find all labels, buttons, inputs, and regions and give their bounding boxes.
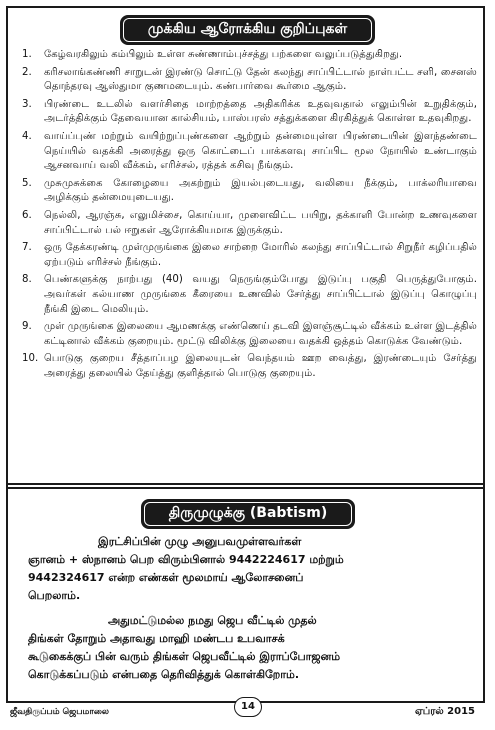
health-tips-title-banner: [120, 15, 375, 45]
tip-item: [22, 352, 477, 381]
tip-number: 10.: [22, 353, 39, 365]
magazine-name: ஜீவதிருப்பம் ஜெபமாலை: [10, 707, 109, 717]
health-tips-title: முக்கிய ஆரோக்கிய குறிப்புகள்: [123, 18, 372, 42]
tip-text: வாய்ப்புண் மற்றும் வயிற்றுப்புண்களை ஆற்றும் தன்மையுள்ள பிரண்டையின் இளந்தண்டை நெய்யில் வதக்கி அரைத்து ஒரு கொட்டைப் பாக்களவு சாப்பிட மூல நோயில் உண்டாகும் ஆசனவாய் வலி வீக்கம், எரிச்சல், ரத்தக் கசிவு நீங்கும்.: [44, 130, 477, 172]
tip-text: பொடுகு குறைய சீத்தாப்பழ இலையுடன் வெந்தயம் ஊற வைத்து, இரண்டையும் சேர்த்து அரைத்து தலையில் தேய்த்து குளித்தால் பொடுகு குறையும்.: [44, 353, 477, 379]
page-footer: [6, 703, 485, 723]
tip-text: கேழ்வரகிலும் கம்பிலும் உள்ள சுண்ணாம்புச்சத்து பற்களை வலுப்படுத்துகிறது.: [44, 49, 403, 60]
tip-item: [22, 48, 477, 63]
tip-item: [22, 66, 477, 95]
tip-number: 5.: [22, 177, 32, 189]
lords-supper-paragraph: [28, 612, 468, 684]
tip-item: [22, 98, 477, 127]
paragraph-line: 9442324617 என்ற எண்கள் மூலமாய் ஆலோசனைப்: [28, 571, 304, 584]
tip-item: [22, 273, 477, 317]
health-tips-section: [8, 8, 483, 483]
page-number: 14: [234, 697, 262, 717]
tip-number: 7.: [22, 242, 32, 254]
issue-date: ஏப்ரல் 2015: [414, 706, 475, 717]
tip-number: 3.: [22, 98, 32, 110]
tip-number: 9.: [22, 321, 32, 333]
page-frame: [6, 6, 485, 703]
paragraph-line: இரட்சிப்பின் முழு அனுபவமுள்ளவர்கள்: [98, 535, 302, 548]
section-divider: [6, 487, 485, 489]
tip-text: பெண்களுக்கு நாற்பது (40) வயது நெருங்கும்போது இடுப்பு பகுதி பெருத்துபோகும். அவர்கள் கல்யாண முருங்கை கீரையை உணவில் சேர்த்து சாப்பிட்டால் இடுப்பு கொழுப்பு நீங்கி இடை மெலியும்.: [44, 274, 477, 315]
paragraph-line: திங்கள் தோறும் அதாவது மாஹி மண்டப உபவாசக்: [28, 632, 285, 645]
baptism-title: திருமுழுக்கு (Babtism): [144, 502, 352, 526]
tip-item: [22, 130, 477, 174]
tip-text: முசுமுசுக்கை கோழையை அகற்றும் இயல்புடையது, வலியை நீக்கும், பாக்லரியாவை அழிக்கும் தன்மையுடையது.: [44, 177, 477, 204]
baptism-title-banner: [141, 499, 355, 529]
paragraph-line: கொடுக்கப்படும் என்பதை தெரிவித்துக் கொள்கிறோம்.: [28, 668, 300, 681]
paragraph-line: ஞானம் + ஸ்நானம் பெற விரும்பினால் 9442224617 மற்றும்: [28, 553, 344, 566]
tip-item: [22, 177, 477, 206]
paragraph-line: பெறலாம்.: [28, 589, 81, 602]
tip-number: 8.: [22, 274, 32, 286]
tip-item: [22, 209, 477, 238]
tip-text: நெல்லி, ஆரஞ்சு, எலுமிச்சை, கொய்யா, முளைவிட்ட பயிறு, தக்காளி போன்ற உணவுகளை சாப்பிட்டால் பல் ஈறுகள் ஆரோக்கியமாக இருக்கும்.: [44, 209, 477, 236]
paragraph-line: அதுமட்டுமல்ல நமது ஜெப வீட்டில் முதல்: [108, 614, 317, 627]
tip-text: ஒரு தேக்கரண்டி முள்முருங்கை இலை சாற்றை மோரில் கலந்து சாப்பிட்டால் சிறுநீர் கழிப்பதில் ஏற்படும் எரிச்சல் நீங்கும்.: [44, 242, 477, 268]
tip-number: 1.: [22, 49, 32, 60]
section-divider: [6, 483, 485, 485]
tip-number: 4.: [22, 130, 32, 142]
health-tips-list: [22, 48, 477, 384]
tip-text: கரிசலாங்கண்ணி சாறுடன் இரண்டு சொட்டு தேன் கலந்து சாப்பிட்டால் நாள்பட்ட சளி, சைனஸ் தொந்தரவு ஆஸ்துமா குணமடையும். கண்பார்வை கூர்மை ஆகும்.: [44, 66, 477, 93]
paragraph-line: கூடுகைக்குப் பின் வரும் திங்கள் ஜெபவீட்டில் இராப்போஜனம்: [28, 650, 341, 663]
baptism-paragraph: [28, 533, 468, 605]
tip-text: முள் முருங்கை இலையை ஆமணக்கு எண்ணெய் தடவி இளஞ்சூட்டில் வீக்கம் உள்ள இடத்தில் கட்டினால் வீக்கம் குறையும். மூட்டு விலிக்கு இலையை வதக்கி ஒத்தம் கொடுக்க வேண்டும்.: [44, 321, 477, 347]
tip-item: [22, 241, 477, 270]
tip-text: பிரண்டை உடலில் வளர்சிதை மாற்றத்தை அதிகரிக்க உதவுவதால் எலும்பின் உறுதிக்கும், அடர்த்திக்கும் தேவையான கால்சியம், பாஸ்பரஸ் சத்துக்களை கிரகித்துக் கொள்ள உதவுகிறது.: [44, 98, 477, 125]
tip-number: 2.: [22, 66, 32, 78]
tip-number: 6.: [22, 209, 32, 221]
tip-item: [22, 320, 477, 349]
